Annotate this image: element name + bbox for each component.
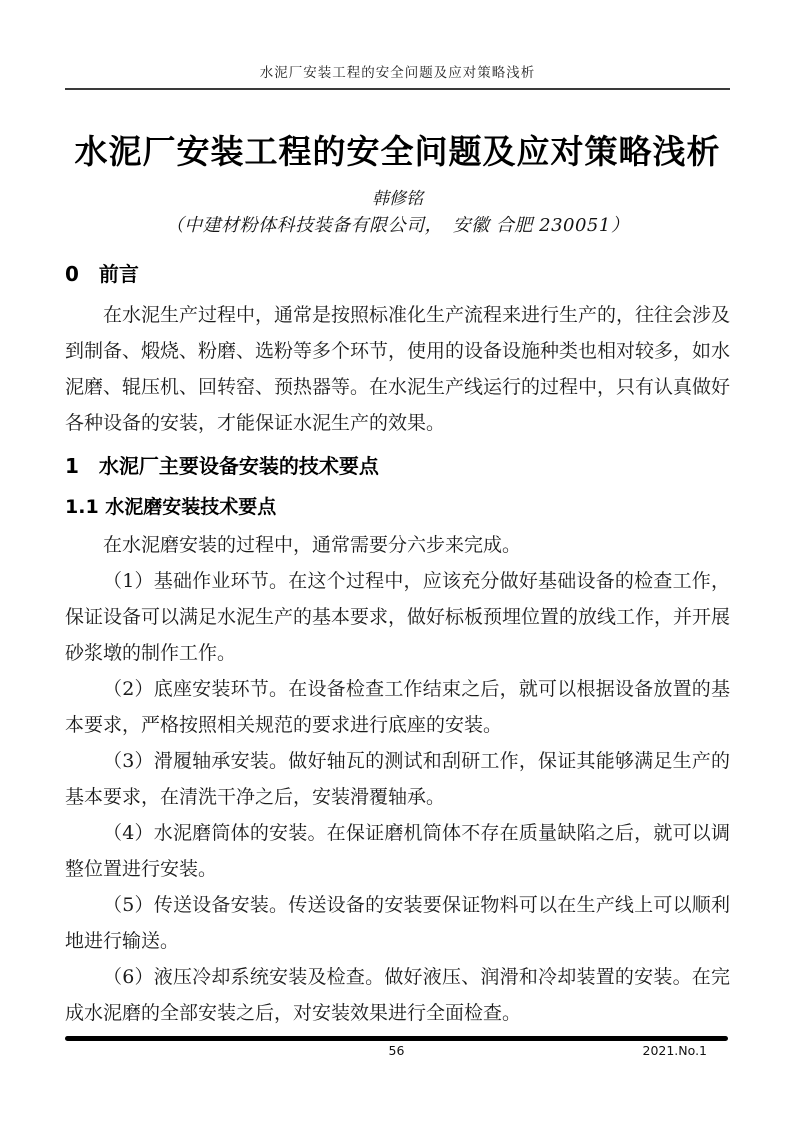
page-footer bbox=[65, 1043, 728, 1061]
footer-rule bbox=[65, 1036, 728, 1041]
running-header: 水泥厂安装工程的安全问题及应对策略浅析 bbox=[259, 65, 536, 81]
paragraph-step-1: （1）基础作业环节。在这个过程中，应该充分做好基础设备的检查工作，保证设备可以满足水泥生产的基本要求，做好标板预埋位置的放线工作，并开展砂浆墩的制作工作。 bbox=[65, 570, 731, 664]
paragraph-step-4: （4）水泥磨筒体的安装。在保证磨机筒体不存在质量缺陷之后，就可以调整位置进行安装。 bbox=[65, 822, 730, 880]
author-affiliation: （中建材粉体科技装备有限公司， 安徽 合肥 230051） bbox=[165, 215, 630, 236]
author-name: 韩修铭 bbox=[372, 189, 423, 209]
paragraph-step-5: （5）传送设备安装。传送设备的安装要保证物料可以在生产线上可以顺利地进行输送。 bbox=[65, 894, 730, 952]
paragraph-step-3: （3）滑履轴承安装。做好轴瓦的测试和刮研工作，保证其能够满足生产的基本要求，在清洗干净之后，安装滑覆轴承。 bbox=[65, 750, 730, 808]
section-heading-1: 1 水泥厂主要设备安装的技术要点 bbox=[65, 454, 379, 478]
paragraph-step-6: （6）液压冷却系统安装及检查。做好液压、润滑和冷却装置的安装。在完成水泥磨的全部安装之后，对安装效果进行全面检查。 bbox=[65, 966, 730, 1024]
section-heading-preface: 0 前言 bbox=[65, 262, 139, 286]
paragraph-steps-intro: 在水泥磨安装的过程中，通常需要分六步来完成。 bbox=[103, 534, 522, 556]
running-header-rule bbox=[65, 0, 730, 90]
page-content bbox=[65, 0, 730, 1031]
paragraph-step-2: （2）底座安装环节。在设备检查工作结束之后，就可以根据设备放置的基本要求，严格按照相关规范的要求进行底座的安装。 bbox=[65, 678, 730, 736]
issue-label: 2021.No.1 bbox=[642, 1043, 707, 1058]
page-number: 56 bbox=[388, 1043, 405, 1058]
article-title: 水泥厂安装工程的安全问题及应对策略浅析 bbox=[74, 132, 721, 171]
paragraph-preface: 在水泥生产过程中，通常是按照标准化生产流程来进行生产的，往往会涉及到制备、煅烧、粉磨、选粉等多个环节，使用的设备设施种类也相对较多，如水泥磨、辊压机、回转窑、预热器等。在水泥生产线运行的过程中，只有认真做好各种设备的安装，才能保证水泥生产的效果。 bbox=[65, 304, 731, 434]
section-heading-1-1: 1.1 水泥磨安装技术要点 bbox=[65, 496, 277, 518]
